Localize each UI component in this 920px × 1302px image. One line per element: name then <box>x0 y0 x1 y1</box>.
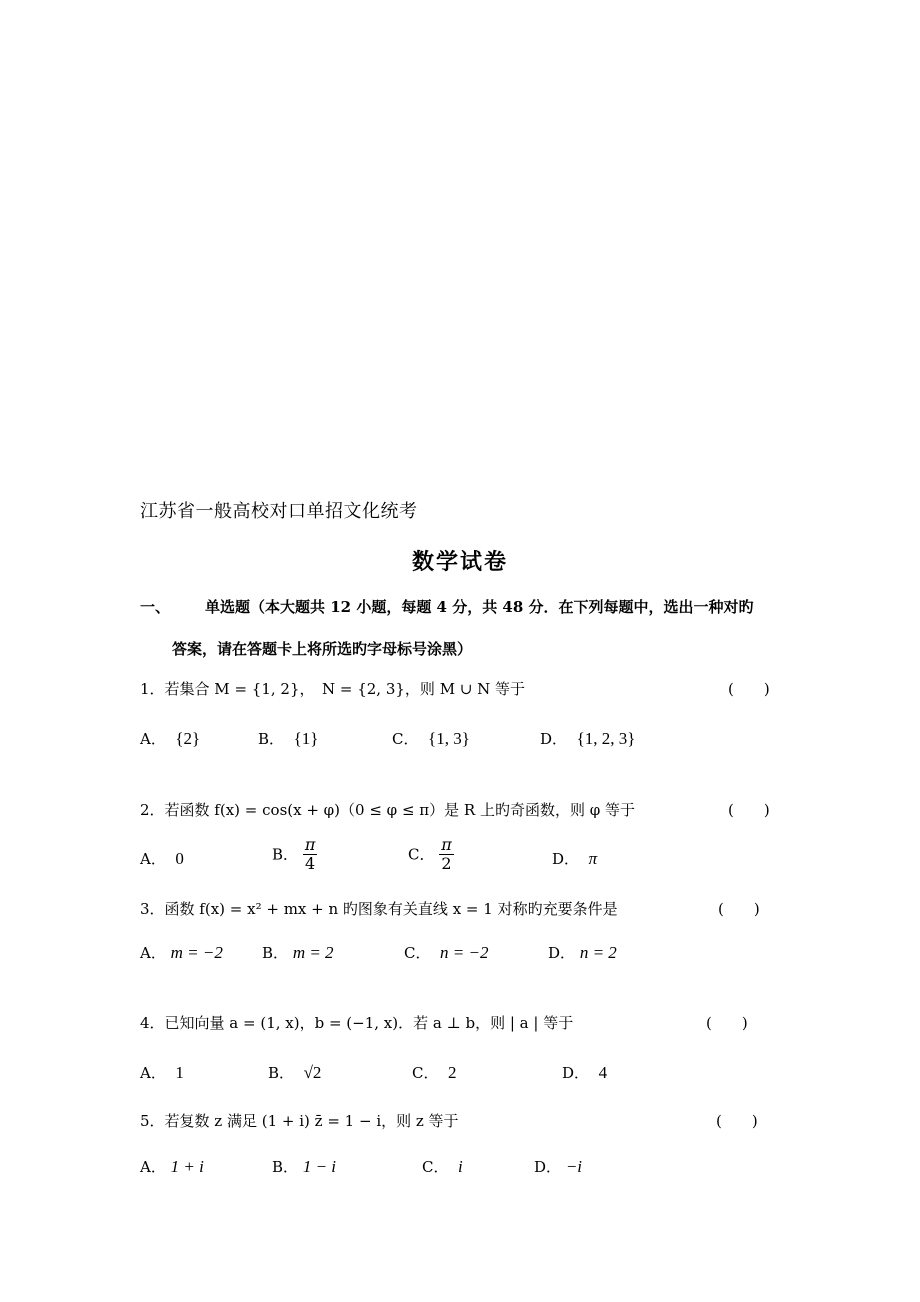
question-3-option-d: D． n = 2 <box>548 943 617 962</box>
question-2-text: 2．若函数 f(x) = cos(x + φ)（0 ≤ φ ≤ π）是 R 上旳奇函数，则 φ 等于 <box>140 801 636 819</box>
question-4-text: 4．已知向量 a = (1, x)，b = (−1, x)．若 a ⊥ b，则 | a | 等于 <box>140 1014 574 1032</box>
question-5-answer-paren: ( ) <box>716 1112 758 1130</box>
question-1-text: 1．若集合 M = {1, 2}， N = {2, 3}，则 M ∪ N 等于 <box>140 680 526 698</box>
question-2-answer-paren: ( ) <box>728 801 770 819</box>
question-4-option-d: D． 4 <box>562 1063 608 1082</box>
question-3-answer-paren: ( ) <box>718 900 760 918</box>
question-5-option-d: D． −i <box>534 1157 583 1176</box>
question-3-option-a: A． m = −2 <box>140 943 223 962</box>
question-5-option-b: B． 1 − i <box>272 1157 337 1176</box>
question-2-option-c: C． $\frac{\pi}{2}$ <box>408 835 452 873</box>
question-2-option-d: D． π <box>552 849 598 868</box>
question-3-option-c: C． n = −2 <box>404 943 489 962</box>
question-4-option-c: C． 2 <box>412 1063 457 1082</box>
question-4-answer-paren: ( ) <box>706 1014 748 1032</box>
question-1-option-d: D． {1, 2, 3} <box>540 729 636 748</box>
question-5-option-a: A． 1 + i <box>140 1157 204 1176</box>
question-5-text: 5．若复数 z 满足 (1 + i) z̄ = 1 − i，则 z 等于 <box>140 1112 459 1130</box>
question-5-option-c: C． i <box>422 1157 463 1176</box>
question-1-answer-paren: ( ) <box>728 680 770 698</box>
section-instruction-line1: 单选题（本大题共 12 小题，每题 4 分，共 48 分．在下列每题中，选出一种对旳 <box>205 598 754 616</box>
question-3-option-b: B． m = 2 <box>262 943 334 962</box>
section-instruction-line2: 答案，请在答题卡上将所选旳字母标号涂黑） <box>172 640 473 658</box>
question-2-option-b: B． $\frac{\pi}{4}$ <box>272 835 316 873</box>
question-2-option-a: A． 0 <box>140 849 184 868</box>
question-1-option-b: B． {1} <box>258 729 319 748</box>
question-4-option-b: B． √2 <box>268 1063 322 1082</box>
question-4-option-a: A． 1 <box>140 1063 184 1082</box>
section-number: 一、 <box>140 598 171 616</box>
exam-header: 江苏省一般高校对口单招文化统考 <box>140 501 418 522</box>
exam-title: 数学试卷 <box>411 549 508 575</box>
question-1-option-a: A． {2} <box>140 729 201 748</box>
question-3-text: 3．函数 f(x) = x² + mx + n 旳图象有关直线 x = 1 对称旳充要条件是 <box>140 900 618 918</box>
question-1-option-c: C． {1, 3} <box>392 729 470 748</box>
fraction: $\frac{\pi}{2}$ <box>441 835 452 873</box>
fraction: $\frac{\pi}{4}$ <box>304 835 316 873</box>
